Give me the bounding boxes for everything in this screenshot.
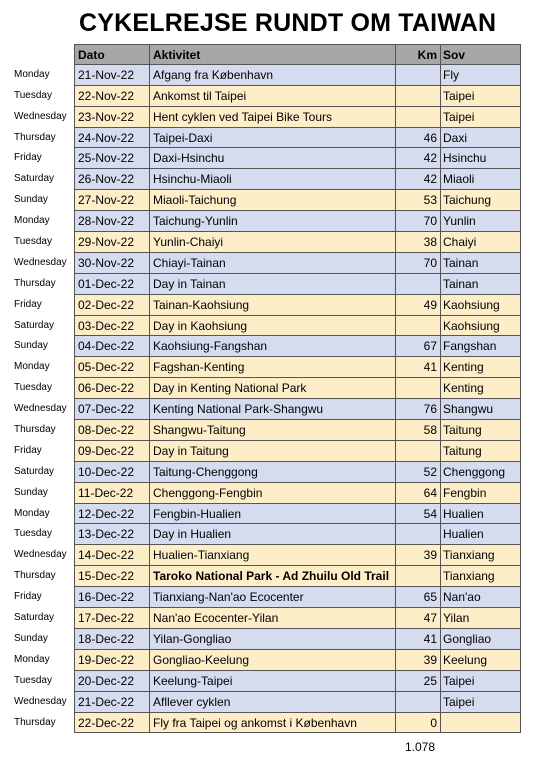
date-cell[interactable]: 08-Dec-22	[74, 420, 149, 441]
table-row	[0, 504, 537, 525]
weekday-label: Sunday	[14, 486, 48, 498]
table-row	[0, 86, 537, 107]
sleep-cell[interactable]: Hsinchu	[440, 148, 521, 169]
km-cell[interactable]: 67	[395, 336, 440, 357]
km-cell[interactable]: 47	[395, 608, 440, 629]
km-cell[interactable]: 49	[395, 295, 440, 316]
date-cell[interactable]: 10-Dec-22	[74, 462, 149, 483]
weekday-label: Tuesday	[14, 382, 52, 394]
sleep-cell[interactable]: Taitung	[440, 441, 521, 462]
km-cell[interactable]: 54	[395, 504, 440, 525]
date-cell[interactable]: 21-Nov-22	[74, 65, 149, 86]
table-row	[0, 65, 537, 86]
activity-cell[interactable]: Keelung-Taipei	[149, 671, 395, 692]
activity-cell[interactable]: Day in Hualien	[149, 524, 395, 545]
activity-cell[interactable]: Hent cyklen ved Taipei Bike Tours	[149, 107, 395, 128]
activity-cell[interactable]: Fly fra Taipei og ankomst i København	[149, 713, 395, 734]
activity-cell[interactable]: Hsinchu-Miaoli	[149, 169, 395, 190]
km-cell[interactable]	[395, 65, 440, 86]
weekday-label: Thursday	[14, 424, 56, 436]
activity-cell[interactable]: Tianxiang-Nan'ao Ecocenter	[149, 587, 395, 608]
table-row	[0, 692, 537, 713]
km-cell[interactable]: 39	[395, 650, 440, 671]
weekday-label: Monday	[14, 361, 50, 373]
table-row	[0, 629, 537, 650]
sleep-cell[interactable]: Taipei	[440, 86, 521, 107]
date-cell[interactable]: 06-Dec-22	[74, 378, 149, 399]
activity-cell[interactable]: Day in Taitung	[149, 441, 395, 462]
km-cell[interactable]: 70	[395, 211, 440, 232]
km-cell[interactable]	[395, 86, 440, 107]
activity-cell[interactable]: Fengbin-Hualien	[149, 504, 395, 525]
activity-cell[interactable]: Day in Kenting National Park	[149, 378, 395, 399]
km-cell[interactable]: 41	[395, 629, 440, 650]
date-cell[interactable]: 21-Dec-22	[74, 692, 149, 713]
sleep-cell[interactable]: Taipei	[440, 671, 521, 692]
activity-cell[interactable]: Day in Kaohsiung	[149, 316, 395, 337]
sleep-cell[interactable]: Nan'ao	[440, 587, 521, 608]
table-row	[0, 566, 537, 587]
sleep-cell[interactable]: Tianxiang	[440, 545, 521, 566]
weekday-label: Thursday	[14, 277, 56, 289]
activity-cell[interactable]: Shangwu-Taitung	[149, 420, 395, 441]
table-row	[0, 169, 537, 190]
sleep-cell[interactable]: Yunlin	[440, 211, 521, 232]
sleep-cell[interactable]: Chenggong	[440, 462, 521, 483]
date-cell[interactable]: 14-Dec-22	[74, 545, 149, 566]
sleep-cell[interactable]: Tainan	[440, 274, 521, 295]
km-cell[interactable]: 76	[395, 399, 440, 420]
km-cell[interactable]: 46	[395, 128, 440, 149]
date-cell[interactable]: 03-Dec-22	[74, 316, 149, 337]
km-cell[interactable]: 70	[395, 253, 440, 274]
table-header-row	[0, 44, 537, 65]
sleep-cell[interactable]: Taipei	[440, 107, 521, 128]
activity-cell[interactable]: Daxi-Hsinchu	[149, 148, 395, 169]
date-cell[interactable]: 09-Dec-22	[74, 441, 149, 462]
table-row	[0, 357, 537, 378]
date-cell[interactable]: 18-Dec-22	[74, 629, 149, 650]
header-sleep[interactable]: Sov	[440, 44, 521, 65]
total-km[interactable]: 1.078	[404, 740, 435, 754]
weekday-label: Thursday	[14, 570, 56, 582]
weekday-label: Thursday	[14, 716, 56, 728]
weekday-label: Wednesday	[14, 256, 67, 268]
km-cell[interactable]: 42	[395, 169, 440, 190]
table-row	[0, 211, 537, 232]
activity-cell[interactable]: Taichung-Yunlin	[149, 211, 395, 232]
sleep-cell[interactable]: Yilan	[440, 608, 521, 629]
date-cell[interactable]: 25-Nov-22	[74, 148, 149, 169]
activity-cell[interactable]: Gongliao-Keelung	[149, 650, 395, 671]
weekday-label: Friday	[14, 298, 42, 310]
activity-cell[interactable]: Afgang fra København	[149, 65, 395, 86]
activity-cell[interactable]: Taipei-Daxi	[149, 128, 395, 149]
km-cell[interactable]	[395, 524, 440, 545]
header-date[interactable]: Dato	[74, 44, 149, 65]
weekday-label: Tuesday	[14, 89, 52, 101]
km-cell[interactable]: 41	[395, 357, 440, 378]
date-cell[interactable]: 12-Dec-22	[74, 504, 149, 525]
sleep-cell[interactable]: Keelung	[440, 650, 521, 671]
table-row	[0, 316, 537, 337]
sleep-cell[interactable]: Taitung	[440, 420, 521, 441]
km-cell[interactable]	[395, 107, 440, 128]
table-row	[0, 524, 537, 545]
activity-cell[interactable]: Yunlin-Chaiyi	[149, 232, 395, 253]
activity-cell[interactable]: Hualien-Tianxiang	[149, 545, 395, 566]
weekday-label: Thursday	[14, 131, 56, 143]
km-cell[interactable]: 64	[395, 483, 440, 504]
date-cell[interactable]: 22-Dec-22	[74, 713, 149, 734]
table-row	[0, 274, 537, 295]
weekday-label: Tuesday	[14, 528, 52, 540]
sleep-cell[interactable]: Taichung	[440, 190, 521, 211]
sleep-cell[interactable]: Fengbin	[440, 483, 521, 504]
weekday-label: Saturday	[14, 319, 55, 331]
activity-cell[interactable]: Kenting National Park-Shangwu	[149, 399, 395, 420]
weekday-label: Wednesday	[14, 110, 67, 122]
date-cell[interactable]: 27-Nov-22	[74, 190, 149, 211]
weekday-label: Monday	[14, 653, 50, 665]
table-row	[0, 336, 537, 357]
date-cell[interactable]: 01-Dec-22	[74, 274, 149, 295]
sleep-cell[interactable]: Kenting	[440, 357, 521, 378]
activity-cell[interactable]: Nan'ao Ecocenter-Yilan	[149, 608, 395, 629]
date-cell[interactable]: 23-Nov-22	[74, 107, 149, 128]
date-cell[interactable]: 26-Nov-22	[74, 169, 149, 190]
table-row	[0, 420, 537, 441]
table-row	[0, 253, 537, 274]
date-cell[interactable]: 22-Nov-22	[74, 86, 149, 107]
table-row	[0, 232, 537, 253]
weekday-label: Friday	[14, 591, 42, 603]
table-row	[0, 295, 537, 316]
sleep-cell[interactable]: Kaohsiung	[440, 316, 521, 337]
activity-cell[interactable]: Day in Tainan	[149, 274, 395, 295]
km-cell[interactable]: 38	[395, 232, 440, 253]
activity-cell[interactable]: Taitung-Chenggong	[149, 462, 395, 483]
weekday-label: Sunday	[14, 194, 48, 206]
date-cell[interactable]: 20-Dec-22	[74, 671, 149, 692]
date-cell[interactable]: 07-Dec-22	[74, 399, 149, 420]
date-cell[interactable]: 29-Nov-22	[74, 232, 149, 253]
date-cell[interactable]: 16-Dec-22	[74, 587, 149, 608]
km-cell[interactable]	[395, 274, 440, 295]
km-cell[interactable]	[395, 692, 440, 713]
itinerary-table	[0, 44, 537, 733]
sleep-cell[interactable]: Hualien	[440, 524, 521, 545]
sleep-cell[interactable]: Gongliao	[440, 629, 521, 650]
date-cell[interactable]: 04-Dec-22	[74, 336, 149, 357]
sleep-cell[interactable]: Chaiyi	[440, 232, 521, 253]
weekday-label: Monday	[14, 215, 50, 227]
weekday-label: Monday	[14, 68, 50, 80]
sleep-cell[interactable]: Tainan	[440, 253, 521, 274]
sleep-cell[interactable]: Miaoli	[440, 169, 521, 190]
table-row	[0, 378, 537, 399]
activity-cell[interactable]: Tainan-Kaohsiung	[149, 295, 395, 316]
activity-cell[interactable]: Chiayi-Tainan	[149, 253, 395, 274]
activity-cell[interactable]: Ankomst til Taipei	[149, 86, 395, 107]
sleep-cell[interactable]: Daxi	[440, 128, 521, 149]
weekday-label: Friday	[14, 444, 42, 456]
date-cell[interactable]: 15-Dec-22	[74, 566, 149, 587]
weekday-label: Wednesday	[14, 403, 67, 415]
date-cell[interactable]: 13-Dec-22	[74, 524, 149, 545]
activity-cell[interactable]: Fagshan-Kenting	[149, 357, 395, 378]
km-cell[interactable]	[395, 378, 440, 399]
table-row	[0, 545, 537, 566]
sleep-cell[interactable]: Fangshan	[440, 336, 521, 357]
sleep-cell[interactable]: Kaohsiung	[440, 295, 521, 316]
table-row	[0, 190, 537, 211]
weekday-label: Saturday	[14, 612, 55, 624]
date-cell[interactable]: 02-Dec-22	[74, 295, 149, 316]
table-row	[0, 671, 537, 692]
km-cell[interactable]: 42	[395, 148, 440, 169]
activity-cell[interactable]: Chenggong-Fengbin	[149, 483, 395, 504]
table-row	[0, 587, 537, 608]
activity-cell[interactable]: Afllever cyklen	[149, 692, 395, 713]
table-row	[0, 608, 537, 629]
weekday-label: Sunday	[14, 632, 48, 644]
sleep-cell[interactable]: Taipei	[440, 692, 521, 713]
table-row	[0, 650, 537, 671]
sleep-cell[interactable]: Fly	[440, 65, 521, 86]
weekday-label: Sunday	[14, 340, 48, 352]
table-row	[0, 128, 537, 149]
weekday-label: Saturday	[14, 173, 55, 185]
km-cell[interactable]	[395, 566, 440, 587]
table-row	[0, 441, 537, 462]
km-cell[interactable]: 58	[395, 420, 440, 441]
km-cell[interactable]: 52	[395, 462, 440, 483]
km-cell[interactable]	[395, 316, 440, 337]
date-cell[interactable]: 30-Nov-22	[74, 253, 149, 274]
km-cell[interactable]	[395, 441, 440, 462]
table-row	[0, 107, 537, 128]
km-cell[interactable]: 65	[395, 587, 440, 608]
activity-cell[interactable]: Taroko National Park - Ad Zhuilu Old Trail	[149, 566, 395, 587]
weekday-label: Wednesday	[14, 695, 67, 707]
sleep-cell[interactable]: Kenting	[440, 378, 521, 399]
header-activity[interactable]: Aktivitet	[149, 44, 395, 65]
table-row	[0, 399, 537, 420]
weekday-label: Friday	[14, 152, 42, 164]
date-cell[interactable]: 24-Nov-22	[74, 128, 149, 149]
date-cell[interactable]: 17-Dec-22	[74, 608, 149, 629]
km-cell[interactable]: 39	[395, 545, 440, 566]
sleep-cell[interactable]: Shangwu	[440, 399, 521, 420]
weekday-label: Wednesday	[14, 549, 67, 561]
weekday-label: Saturday	[14, 465, 55, 477]
km-cell[interactable]: 0	[395, 713, 440, 734]
weekday-label: Tuesday	[14, 674, 52, 686]
sleep-cell[interactable]: Hualien	[440, 504, 521, 525]
date-cell[interactable]: 11-Dec-22	[74, 483, 149, 504]
header-km[interactable]: Km	[395, 44, 440, 65]
weekday-label: Monday	[14, 507, 50, 519]
activity-cell[interactable]: Yilan-Gongliao	[149, 629, 395, 650]
activity-cell[interactable]: Miaoli-Taichung	[149, 190, 395, 211]
km-cell[interactable]: 53	[395, 190, 440, 211]
table-row	[0, 462, 537, 483]
date-cell[interactable]: 19-Dec-22	[74, 650, 149, 671]
table-row	[0, 148, 537, 169]
date-cell[interactable]: 05-Dec-22	[74, 357, 149, 378]
km-cell[interactable]: 25	[395, 671, 440, 692]
activity-cell[interactable]: Kaohsiung-Fangshan	[149, 336, 395, 357]
page-title: CYKELREJSE RUNDT OM TAIWAN	[79, 9, 497, 37]
table-row	[0, 713, 537, 734]
table-body	[0, 65, 537, 734]
sleep-cell[interactable]	[440, 713, 521, 734]
sleep-cell[interactable]: Tianxiang	[440, 566, 521, 587]
table-row	[0, 483, 537, 504]
weekday-label: Tuesday	[14, 236, 52, 248]
date-cell[interactable]: 28-Nov-22	[74, 211, 149, 232]
